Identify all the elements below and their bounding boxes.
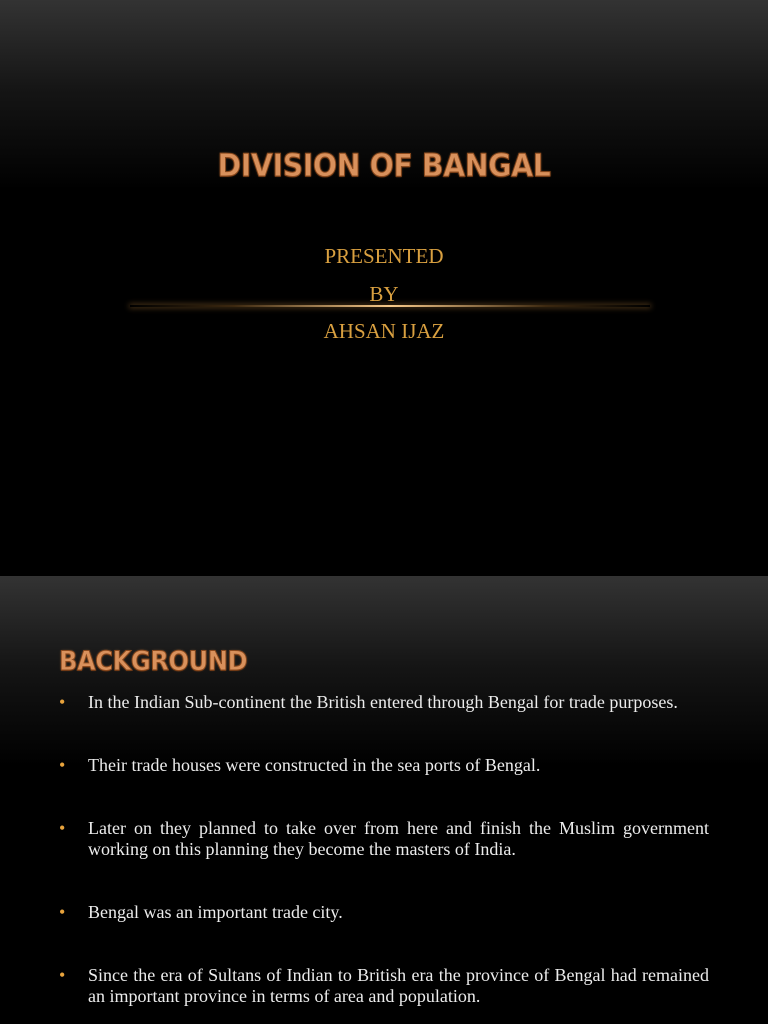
by-line: BY — [369, 281, 399, 306]
decorative-glow-divider — [130, 305, 650, 307]
bullet-item — [59, 755, 709, 776]
bullet-icon: • — [59, 965, 66, 985]
bullet-text: Their trade houses were constructed in the sea ports of Bengal. — [88, 755, 541, 775]
bullet-item — [59, 692, 709, 713]
bullet-icon: • — [59, 755, 66, 775]
background-slide — [0, 576, 768, 1024]
presenter-block — [0, 238, 768, 351]
bullet-text: Since the era of Sultans of Indian to British era the province of Bengal had remained an important province in terms of area and population. — [88, 965, 709, 1006]
bullet-item — [59, 818, 709, 860]
section-heading: BACKGROUND — [59, 646, 248, 677]
bullet-icon: • — [59, 818, 66, 838]
bullet-text: In the Indian Sub-continent the British entered through Bengal for trade purposes. — [88, 692, 678, 712]
bullet-icon: • — [59, 902, 66, 922]
presented-line: PRESENTED — [324, 244, 444, 268]
bullet-text: Later on they planned to take over from here and finish the Muslim government working on this planning they become the masters of India. — [88, 818, 709, 859]
slide-title: DIVISION OF BANGAL — [217, 148, 551, 184]
bullet-item — [59, 965, 709, 1007]
bullet-list — [0, 692, 768, 1024]
bullet-text: Bengal was an important trade city. — [88, 902, 343, 922]
presenter-name: AHSAN IJAZ — [323, 319, 445, 343]
bullet-icon: • — [59, 692, 66, 712]
bullet-item — [59, 902, 709, 923]
